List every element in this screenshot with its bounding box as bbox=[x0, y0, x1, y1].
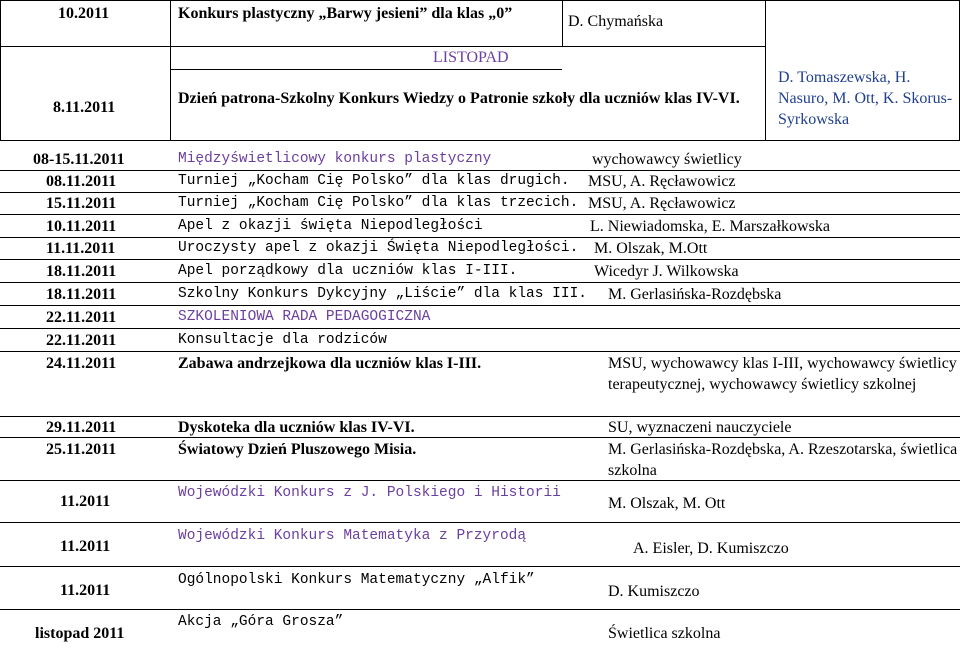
rule bbox=[0, 437, 960, 438]
event-date: 11.2011 bbox=[60, 582, 111, 599]
event-organizer: Wicedyr J. Wilkowska bbox=[594, 263, 739, 280]
event-date: 25.11.2011 bbox=[46, 441, 117, 458]
rule bbox=[0, 305, 960, 306]
event-organizer: SU, wyznaczeni nauczyciele bbox=[608, 419, 792, 436]
event-title: Wojewódzki Konkurs Matematyka z Przyrodą bbox=[178, 528, 527, 544]
event-date: 11.2011 bbox=[60, 538, 111, 555]
rule bbox=[0, 0, 1, 140]
event-title: Dzień patrona-Szkolny Konkurs Wiedzy o Patronie szkoły dla uczniów klas IV-VI. bbox=[178, 90, 740, 107]
rule bbox=[765, 0, 766, 140]
rule bbox=[0, 259, 960, 260]
event-title: Ogólnopolski Konkurs Matematyczny „Alfik” bbox=[178, 572, 535, 588]
rule bbox=[0, 566, 960, 567]
event-title: Dyskoteka dla uczniów klas IV-VI. bbox=[178, 419, 415, 436]
event-title: SZKOLENIOWA RADA PEDAGOGICZNA bbox=[178, 309, 431, 325]
rule bbox=[0, 214, 960, 215]
event-organizer: wychowawcy świetlicy bbox=[592, 151, 742, 168]
rule bbox=[0, 140, 960, 141]
event-organizer: MSU, A. Ręcławowicz bbox=[588, 195, 736, 212]
event-date: 11.11.2011 bbox=[46, 240, 116, 257]
event-date: listopad 2011 bbox=[35, 625, 125, 642]
event-organizer: D. Kumiszczo bbox=[608, 583, 700, 600]
rule bbox=[0, 328, 960, 329]
event-date: 18.11.2011 bbox=[46, 263, 117, 280]
event-organizer: M. Olszak, M.Ott bbox=[594, 240, 708, 257]
event-organizer: L. Niewiadomska, E. Marszałkowska bbox=[590, 218, 830, 235]
event-date: 08.11.2011 bbox=[46, 173, 117, 190]
rule bbox=[0, 46, 765, 47]
rule bbox=[170, 0, 171, 140]
event-title: Szkolny Konkurs Dykcyjny „Liście” dla klas III. bbox=[178, 286, 587, 302]
event-organizer: MSU, A. Ręcławowicz bbox=[588, 173, 736, 190]
event-organizer: M. Olszak, M. Ott bbox=[608, 495, 726, 512]
event-date: 18.11.2011 bbox=[46, 286, 117, 303]
event-title: Apel porządkowy dla uczniów klas I-III. bbox=[178, 263, 518, 279]
event-date: 8.11.2011 bbox=[53, 99, 116, 116]
event-title: Turniej „Kocham Cię Polsko” dla klas trzecich. bbox=[178, 195, 579, 211]
event-organizer: Świetlica szkolna bbox=[608, 625, 721, 642]
event-date: 24.11.2011 bbox=[46, 355, 117, 372]
event-date: 11.2011 bbox=[60, 493, 111, 510]
event-title: Międzyświetlicowy konkurs plastyczny bbox=[178, 151, 492, 167]
event-organizer: D. Tomaszewska, H. Nasuro, M. Ott, K. Skorus-Syrkowska bbox=[778, 69, 953, 128]
event-date: 15.11.2011 bbox=[46, 195, 117, 212]
event-organizer: M. Gerlasińska-Rozdębska bbox=[608, 286, 782, 303]
event-date: 08-15.11.2011 bbox=[33, 151, 125, 168]
event-title: Zabawa andrzejkowa dla uczniów klas I-III. bbox=[178, 355, 482, 372]
event-title: Turniej „Kocham Cię Polsko” dla klas drugich. bbox=[178, 173, 570, 189]
event-date: 22.11.2011 bbox=[46, 332, 117, 349]
event-title: Akcja „Góra Grosza” bbox=[178, 614, 344, 630]
event-title: Apel z okazji święta Niepodległości bbox=[178, 218, 483, 234]
event-date: 10.2011 bbox=[58, 5, 110, 22]
event-date: 10.11.2011 bbox=[46, 218, 117, 235]
rule bbox=[0, 351, 960, 352]
rule bbox=[170, 69, 562, 70]
rule bbox=[0, 522, 960, 523]
rule bbox=[0, 416, 960, 417]
event-title: Konkurs plastyczny „Barwy jesieni” dla klas „0” bbox=[178, 5, 513, 22]
event-date: 22.11.2011 bbox=[46, 309, 117, 326]
rule bbox=[562, 0, 563, 47]
rule bbox=[0, 0, 960, 1]
event-organizer: M. Gerlasińska-Rozdębska, A. Rzeszotarska, świetlica szkolna bbox=[608, 441, 958, 479]
event-organizer: MSU, wychowawcy klas I-III, wychowawcy świetlicy terapeutycznej, wychowawcy świetlicy szkolnej bbox=[608, 355, 957, 393]
event-title: Wojewódzki Konkurs z J. Polskiego i Historii bbox=[178, 485, 561, 501]
event-organizer: D. Chymańska bbox=[568, 13, 664, 30]
rule bbox=[0, 282, 960, 283]
event-organizer: A. Eisler, D. Kumiszczo bbox=[633, 540, 789, 557]
event-title: Uroczysty apel z okazji Święta Niepodległości. bbox=[178, 240, 579, 256]
event-title: Światowy Dzień Pluszowego Misia. bbox=[178, 441, 417, 458]
rule bbox=[0, 609, 960, 610]
event-title: Konsultacje dla rodziców bbox=[178, 332, 387, 348]
month-heading: LISTOPAD bbox=[433, 49, 509, 66]
event-date: 29.11.2011 bbox=[46, 419, 117, 436]
